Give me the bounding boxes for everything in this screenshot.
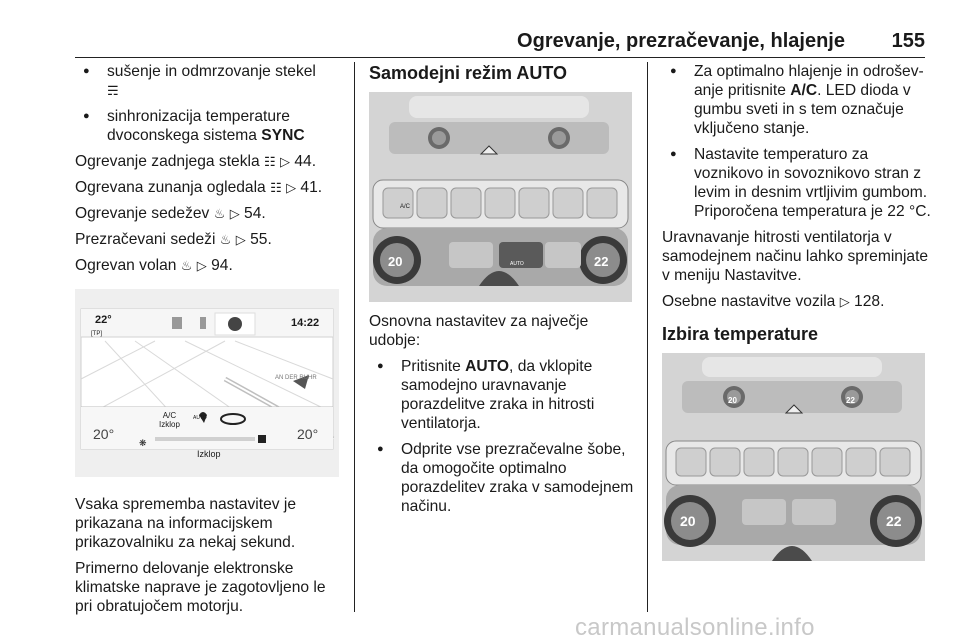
section-heading: Samodejni režim AUTO [369, 63, 568, 83]
mirror-heat-icon: ☷ [270, 180, 282, 195]
screen-nav-text: AN DER RUHR [275, 375, 317, 381]
defrost-icon: ☴ [107, 83, 119, 98]
screen-ac-label[interactable]: A/C Izklop [159, 411, 180, 429]
temperature-panel-image [662, 353, 925, 561]
page-ref-arrow-icon: ▷ [286, 180, 297, 195]
knob-right-label[interactable]: 22 [594, 254, 609, 269]
page-header [75, 24, 925, 54]
screen-time: 14:22 [291, 317, 320, 329]
info-display-image [75, 289, 339, 477]
column-2 [369, 62, 639, 523]
fan-icon: ❋ [139, 438, 147, 448]
column-3 [662, 62, 932, 561]
page-ref-arrow-icon: ▷ [229, 206, 240, 221]
reference-line [75, 256, 345, 275]
list-item [662, 145, 932, 221]
column-divider [647, 62, 648, 612]
reference-line [75, 230, 345, 249]
climate-panel-image [369, 92, 632, 302]
list-item [369, 357, 639, 433]
ref-page[interactable]: 55. [250, 231, 272, 248]
reference-line [75, 178, 345, 197]
paragraph: Primerno delovanje elektronske klimatske naprave je zagotovljeno le pri obratujočem motorju. [75, 560, 326, 615]
paragraph: Vsaka sprememba nastavitev je prikazana na informacijskem prikazovalniku za nekaj sekund. [75, 496, 297, 551]
list-item [75, 62, 345, 100]
reference-line [662, 292, 932, 311]
screen-temp-top: 22° [95, 314, 112, 326]
ref-text: Ogrevana zunanja ogledala [75, 179, 266, 196]
ref-page[interactable]: 54. [244, 205, 266, 222]
paragraph: Osnovna nastavitev za največje udobje: [369, 313, 589, 349]
ref-page[interactable]: 41. [300, 179, 323, 196]
bullet-text: , da vklopite samodejno uravnavanje porazdelitve zraka in hitrosti ventilatorja. [401, 358, 595, 432]
ref-text: Ogrevan volan [75, 257, 177, 274]
screen-tp-label: [TP] [91, 331, 103, 337]
bullet-text: Nastavite temperaturo za voznikovo in sovoznikovo stran z levim in desnim vrtljivim gumbom. Priporočena temperatura je 22 °C. [694, 146, 931, 220]
list-item [662, 62, 932, 138]
paragraph: Uravnavanje hitrosti ventilatorja v samodejnem načinu lahko spreminjate v meniju Nastavitve. [662, 229, 929, 284]
column-divider [354, 62, 355, 612]
ref-text: Prezračevani sedeži [75, 231, 216, 248]
ref-text: Ogrevanje zadnjega stekla [75, 153, 260, 170]
list-item [75, 107, 345, 145]
ref-page[interactable]: 128. [854, 293, 885, 310]
bullet-bold: A/C [790, 82, 818, 99]
knob-left-label[interactable]: 20 [680, 513, 696, 529]
bullet-text: Pritisnite [401, 358, 466, 375]
ref-page[interactable]: 44. [294, 153, 317, 170]
ref-text: Ogrevanje sedežev [75, 205, 210, 222]
bullet-bold: AUTO [465, 358, 510, 375]
page-ref-arrow-icon: ▷ [235, 232, 246, 247]
page-ref-arrow-icon: ▷ [839, 294, 850, 309]
screen-temp-left[interactable]: 20° [93, 426, 115, 442]
small-knob-left-label: 20 [728, 396, 737, 405]
bullet-text: . LED dioda v gumbu sveti in s tem označuje vključeno stanje. [694, 82, 911, 137]
reference-line [75, 152, 345, 171]
small-knob-right-label: 22 [846, 396, 855, 405]
auto-button-label[interactable]: AUTO [510, 261, 524, 267]
seat-ventilation-icon: ♨ [219, 232, 232, 247]
rear-window-heat-icon: ☷ [264, 154, 276, 169]
section-heading: Izbira temperature [662, 324, 819, 344]
bullet-text: sinhronizacija temperature dvoconskega sistema [107, 108, 290, 144]
reference-line [75, 204, 345, 223]
screen-auto-label[interactable]: AUTO [193, 415, 207, 421]
steering-wheel-heat-icon: ♨ [180, 258, 193, 273]
column-1 [75, 62, 345, 623]
screen-temp-right[interactable]: 20° [297, 426, 319, 442]
page-ref-arrow-icon: ▷ [280, 154, 290, 169]
seat-heat-icon: ♨ [213, 206, 226, 221]
bullet-text: sušenje in odmrzovanje stekel [107, 63, 316, 80]
list-item [369, 440, 639, 516]
page-number: 155 [891, 30, 925, 52]
ac-button-label[interactable]: A/C [400, 204, 411, 210]
knob-left-label[interactable]: 20 [388, 254, 403, 269]
page-title: Ogrevanje, prezračevanje, hlajenje [517, 30, 845, 52]
watermark: carmanualsonline.info [575, 614, 815, 641]
bullet-bold: SYNC [261, 127, 305, 144]
ref-text: Osebne nastavitve vozila [662, 293, 836, 310]
screen-off-label[interactable]: Izklop [197, 449, 221, 459]
header-rule [75, 57, 925, 58]
climate-panel-illustration [369, 92, 632, 302]
page-ref-arrow-icon: ▷ [196, 258, 207, 273]
ref-page[interactable]: 94. [211, 257, 233, 274]
bullet-text: Odprite vse prezračevalne šobe, da omogočite optimalno porazdelitev zraka v samodejnem načinu. [401, 441, 634, 515]
bullet-text: Za optimalno hlajenje in odroševanje pritisnite [694, 63, 924, 99]
knob-right-label[interactable]: 22 [886, 513, 902, 529]
